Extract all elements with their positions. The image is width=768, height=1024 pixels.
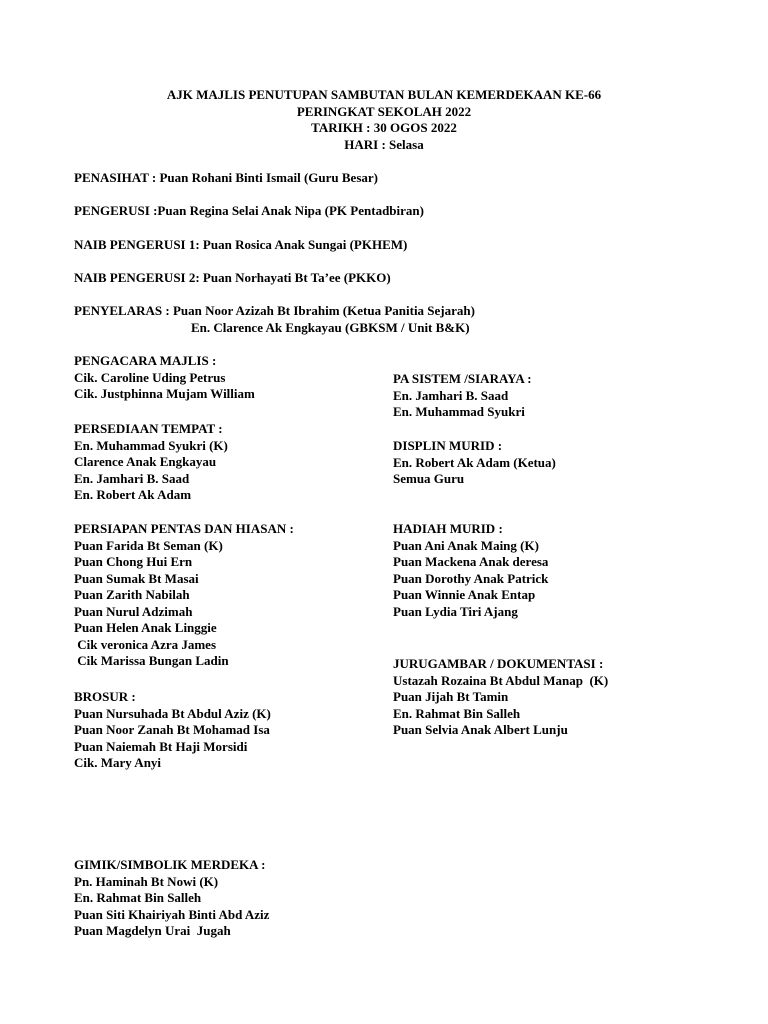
section-title: PERSIAPAN PENTAS DAN HIASAN :: [74, 521, 294, 536]
member: Puan Jijah Bt Tamin: [393, 689, 509, 704]
member: Puan Noor Zanah Bt Mohamad Isa: [74, 722, 270, 737]
member: En. Rahmat Bin Salleh: [74, 890, 202, 905]
member: Ustazah Rozaina Bt Abdul Manap (K): [393, 672, 609, 688]
member: Puan Magdelyn Urai Jugah: [74, 923, 231, 938]
section-title: DISPLIN MURID :: [393, 438, 503, 453]
document-header: [0, 87, 768, 153]
role-pengerusi: PENGERUSI :Puan Regina Selai Anak Nipa (PK Pentadbiran): [74, 203, 424, 218]
member: En. Muhammad Syukri (K): [74, 437, 228, 453]
member: Puan Farida Bt Seman (K): [74, 537, 223, 553]
section-persediaan-tempat: [74, 421, 228, 504]
member: Cik. Mary Anyi: [74, 755, 162, 770]
member: En. Robert Ak Adam (Ketua): [393, 454, 556, 470]
role-penasihat: PENASIHAT : Puan Rohani Binti Ismail (Guru Besar): [74, 170, 378, 185]
section-hadiah-murid: [393, 521, 548, 620]
header-level: PERINGKAT SEKOLAH 2022: [296, 103, 472, 119]
section-title: PENGACARA MAJLIS :: [74, 353, 217, 368]
member: Puan Lydia Tiri Ajang: [393, 603, 518, 619]
member: En. Robert Ak Adam: [74, 487, 192, 502]
member: Puan Chong Hui Ern: [74, 554, 193, 569]
member: Puan Winnie Anak Entap: [393, 587, 536, 602]
role-penyelaras: PENYELARAS : Puan Noor Azizah Bt Ibrahim (Ketua Panitia Sejarah) En. Clarence Ak Engkayau (GBKSM / Unit B&K): [74, 303, 475, 335]
member: Puan Mackena Anak deresa: [393, 554, 549, 569]
member: Puan Sumak Bt Masai: [74, 570, 199, 586]
member: En. Rahmat Bin Salleh: [393, 705, 521, 721]
member: Clarence Anak Engkayau: [74, 454, 217, 469]
member: Puan Helen Anak Linggie: [74, 620, 217, 635]
section-brosur: [74, 689, 271, 772]
section-disiplin-murid: [393, 438, 556, 488]
member: Puan Nurul Adzimah: [74, 603, 193, 619]
section-persiapan-pentas: [74, 521, 294, 670]
header-date: TARIKH : 30 OGOS 2022: [311, 120, 457, 135]
member: Puan Siti Khairiyah Binti Abd Aziz: [74, 906, 270, 922]
member: Cik. Justphinna Mujam William: [74, 386, 255, 401]
member: Puan Ani Anak Maing (K): [393, 537, 539, 553]
header-day: HARI : Selasa: [344, 136, 424, 152]
member: En. Jamhari B. Saad: [393, 387, 509, 403]
member: Pn. Haminah Bt Nowi (K): [74, 873, 219, 889]
section-pengacara-majlis: [74, 353, 255, 403]
section-title: PA SISTEM /SIARAYA :: [393, 371, 532, 386]
member: Cik. Caroline Uding Petrus: [74, 369, 226, 385]
member: Puan Zarith Nabilah: [74, 587, 190, 602]
section-gimik-simbolik: [74, 857, 269, 940]
member: Puan Selvia Anak Albert Lunju: [393, 722, 568, 737]
member: Puan Dorothy Anak Patrick: [393, 570, 549, 586]
member: Puan Naiemah Bt Haji Morsidi: [74, 738, 248, 754]
member: Cik veronica Azra James: [74, 636, 217, 652]
section-title: PERSEDIAAN TEMPAT :: [74, 421, 223, 436]
header-title: AJK MAJLIS PENUTUPAN SAMBUTAN BULAN KEMERDEKAAN KE-66: [166, 87, 602, 102]
member: En. Muhammad Syukri: [393, 404, 525, 419]
member: En. Jamhari B. Saad: [74, 470, 190, 486]
section-title: BROSUR :: [74, 689, 136, 704]
member: Semua Guru: [393, 471, 465, 486]
role-naib-pengerusi-1: NAIB PENGERUSI 1: Puan Rosica Anak Sungai (PKHEM): [74, 237, 408, 252]
section-title: GIMIK/SIMBOLIK MERDEKA :: [74, 857, 266, 872]
section-pa-sistem: [393, 371, 532, 421]
member: Cik Marissa Bungan Ladin: [74, 653, 229, 668]
section-jurugambar-dokumentasi: [393, 656, 608, 739]
section-title: JURUGAMBAR / DOKUMENTASI :: [393, 656, 604, 671]
role-naib-pengerusi-2: NAIB PENGERUSI 2: Puan Norhayati Bt Ta’ee (PKKO): [74, 270, 391, 285]
member: Puan Nursuhada Bt Abdul Aziz (K): [74, 705, 271, 721]
section-title: HADIAH MURID :: [393, 521, 503, 536]
